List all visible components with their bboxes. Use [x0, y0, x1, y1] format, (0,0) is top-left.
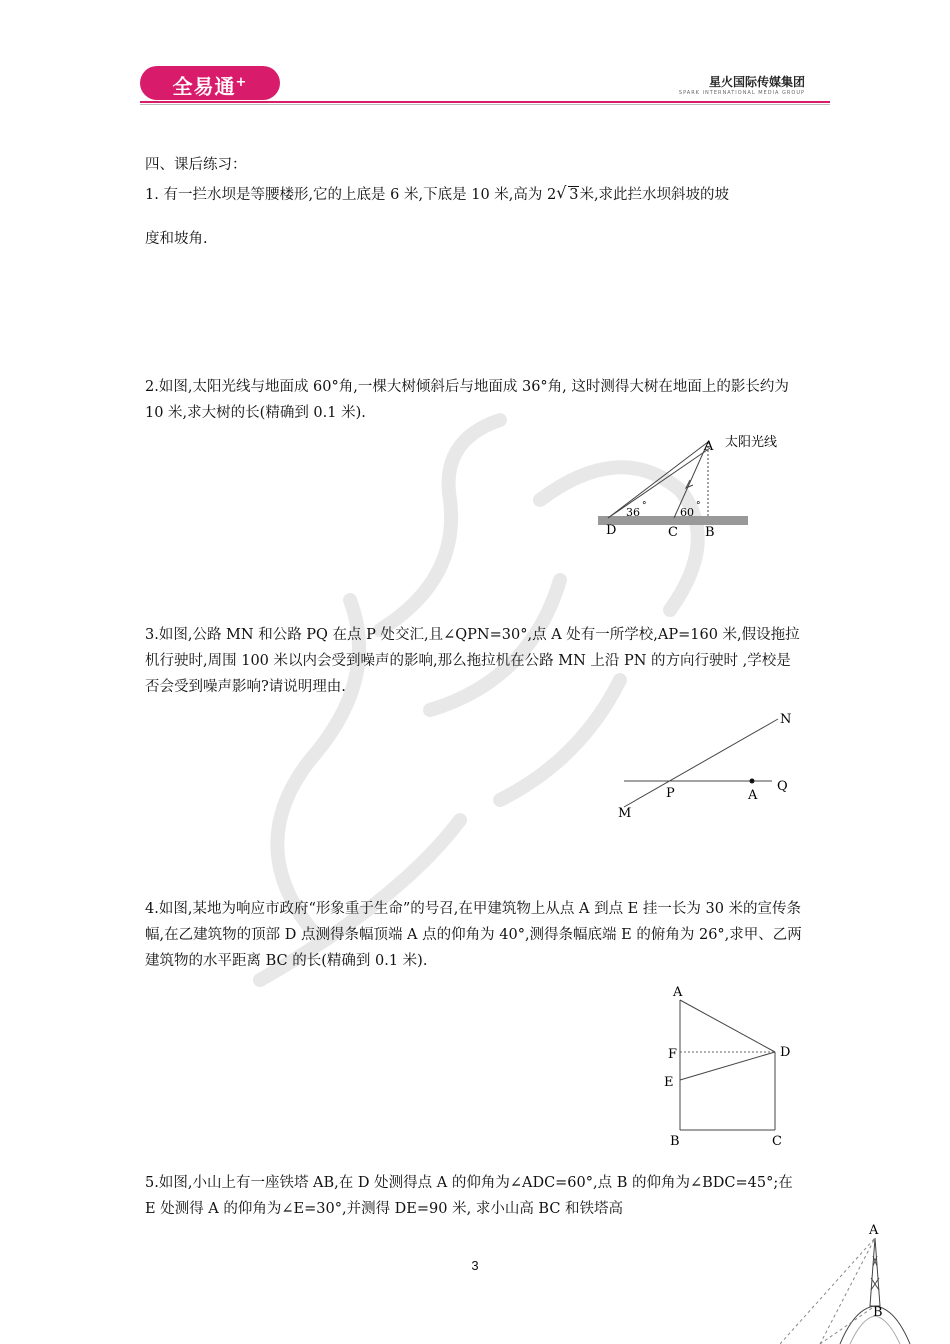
label-B: B	[705, 525, 715, 540]
school-point	[750, 779, 755, 784]
company-name: 星火国际传媒集团	[708, 75, 805, 89]
question-2: 2.如图,太阳光线与地面成 60°角,一棵大树倾斜后与地面成 36°角, 这时测得大树在地面上的影长约为 10 米,求大树的长(精确到 0.1 米).	[145, 379, 789, 421]
label-A: A	[869, 1223, 879, 1238]
label-sun-ray: 太阳光线	[725, 435, 778, 450]
label-C: C	[772, 1134, 782, 1149]
label-F: F	[668, 1047, 678, 1062]
degree-60: °	[696, 501, 701, 511]
line-AD	[680, 1000, 775, 1052]
label-P: P	[666, 786, 675, 801]
q3-figure	[600, 705, 810, 825]
q1-text-after: 米,求此拦水坝斜坡的坡	[579, 187, 730, 203]
q5-figure	[780, 1218, 950, 1344]
question-1	[145, 182, 805, 208]
page-number: 3	[471, 1258, 479, 1273]
label-Q: Q	[777, 779, 788, 794]
hill-contour	[850, 1316, 900, 1344]
line-ED	[680, 1052, 775, 1080]
label-D: D	[780, 1045, 791, 1060]
section-title: 四、课后练习：	[145, 157, 247, 173]
q2-figure	[590, 430, 810, 540]
label-A: A	[748, 788, 758, 803]
label-A: A	[673, 985, 683, 1000]
label-N: N	[780, 712, 792, 727]
question-4: 4.如图,某地为响应市政府“形象重于生命”的号召,在甲建筑物上从点 A 到点 E 挂一长为 30 米的宣传条幅,在乙建筑物的顶部 D 点测得条幅顶端 A 点的仰角为 40°,测得条幅底端 E 的俯角为 26°,求甲、乙两建筑物的水平距离 BC 的长(精确到 0.1 米).	[145, 901, 802, 969]
question-3: 3.如图,公路 MN 和公路 PQ 在点 P 处交汇,且∠QPN=30°,点 A 处有一所学校,AP=160 米,假设拖拉机行驶时,周围 100 米以内会受到噪声的影响,那么拖拉机在公路 MN 上沿 PN 的方向行驶时 ,学校是否会受到噪声影响?请说明理由.	[145, 627, 800, 695]
label-36: 36	[626, 506, 640, 519]
brand-logo-plus: +	[235, 75, 248, 90]
label-A: A	[704, 439, 714, 454]
label-B: B	[873, 1305, 883, 1320]
q1-line2: 度和坡角.	[145, 231, 208, 247]
sight-line-DB	[820, 1306, 875, 1344]
q1-radicand: 3	[569, 187, 579, 203]
company-subtitle: SPARK INTERNATIONAL MEDIA GROUP	[678, 90, 805, 96]
header-rule-pink	[140, 101, 830, 103]
ground-bar	[598, 516, 748, 525]
label-B: B	[670, 1134, 680, 1149]
brand-logo-text: 全易通	[172, 74, 236, 99]
sqrt-symbol: √ 3	[556, 183, 579, 203]
label-D: D	[606, 523, 617, 538]
brand-logo	[140, 66, 280, 100]
label-C: C	[668, 525, 678, 540]
degree-36: °	[642, 501, 647, 511]
label-60: 60	[680, 506, 694, 519]
sight-line-E	[780, 1238, 875, 1344]
header-rule-gray	[140, 104, 830, 105]
question-5: 5.如图,小山上有一座铁塔 AB,在 D 处测得点 A 的仰角为∠ADC=60°,点 B 的仰角为∠BDC=45°;在 E 处测得 A 的仰角为∠E=30°,并测得 DE=90 米, 求小山高 BC 和铁塔高	[145, 1175, 793, 1217]
label-M: M	[618, 806, 632, 821]
q1-text-before: 1. 有一拦水坝是等腰楼形,它的上底是 6 米,下底是 10 米,高为 2	[145, 187, 557, 203]
tree-line	[608, 448, 710, 518]
label-E: E	[664, 1075, 674, 1090]
q4-figure	[660, 980, 800, 1150]
